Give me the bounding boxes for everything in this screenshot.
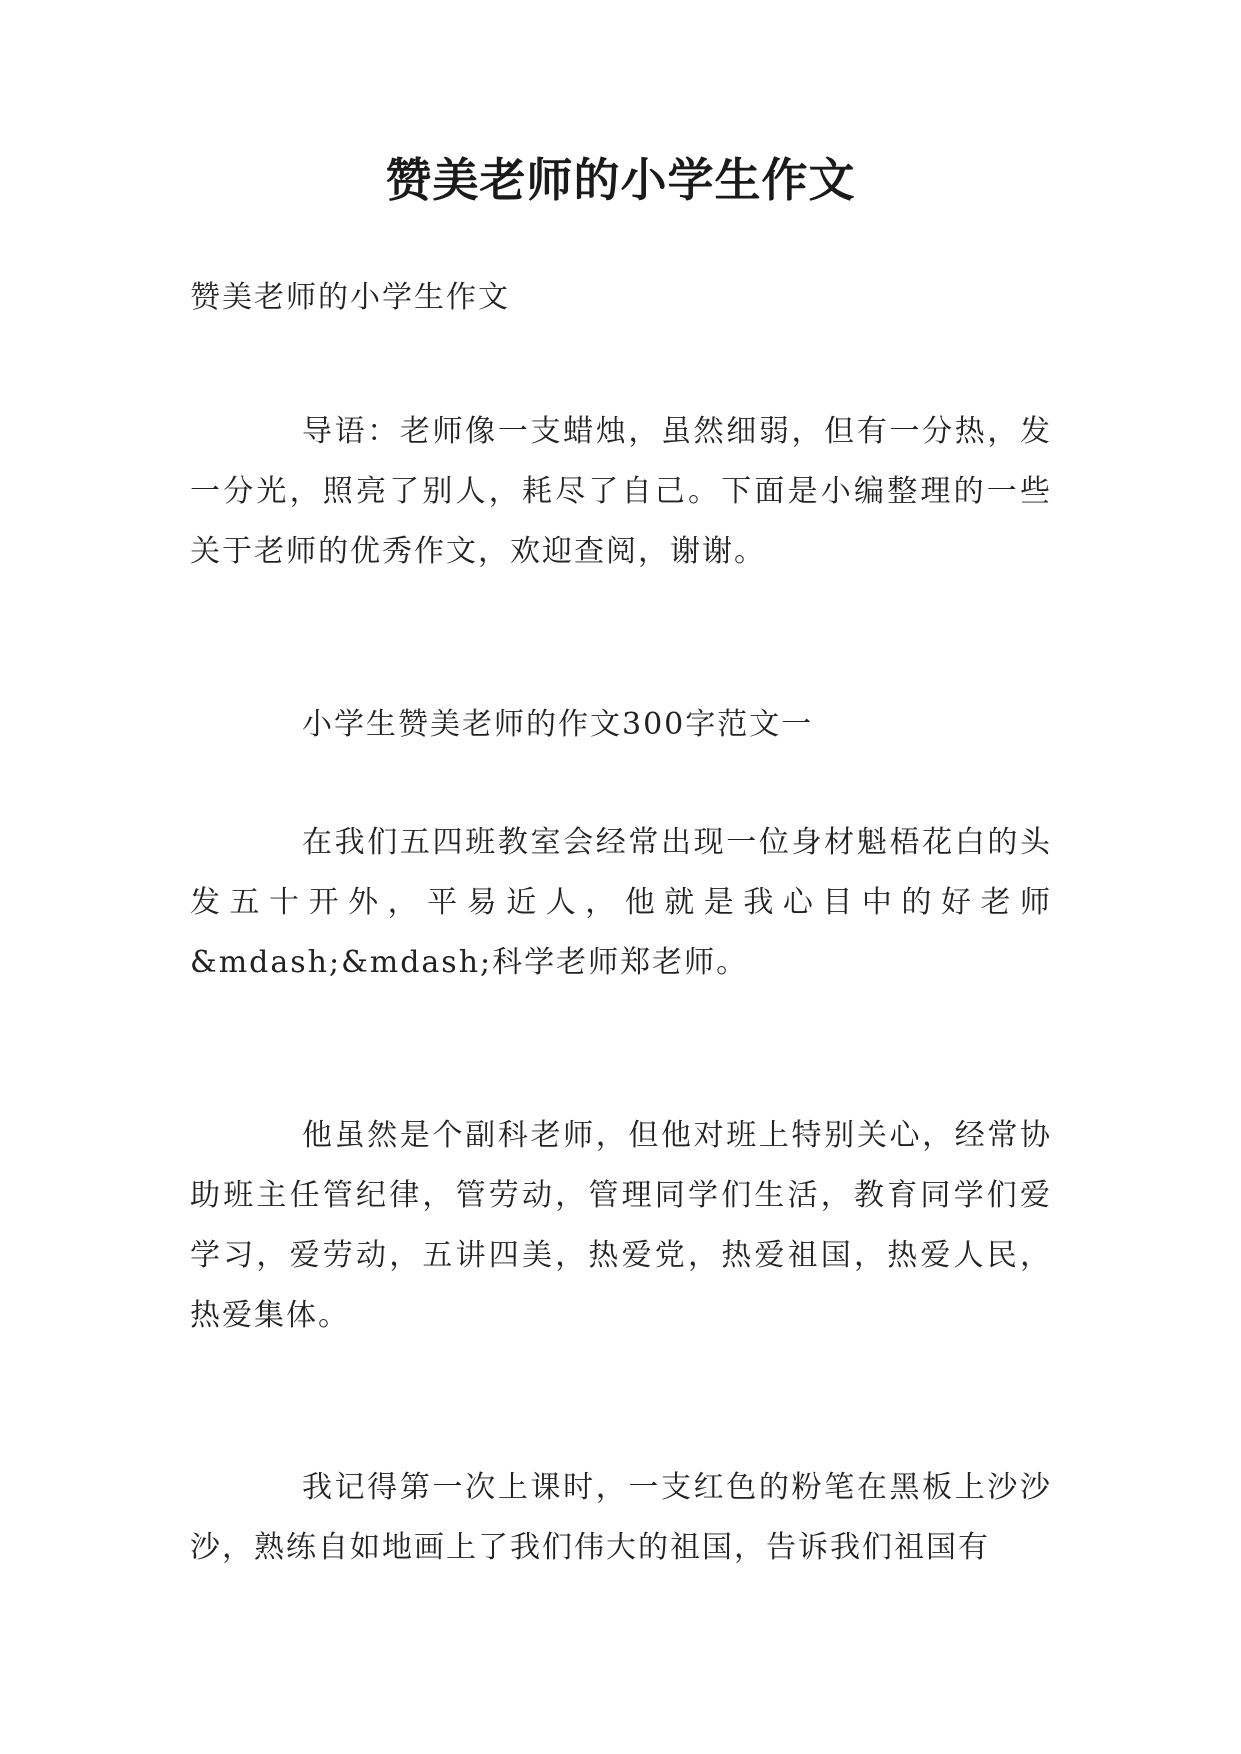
section-heading: 小学生赞美老师的作文300字范文一	[302, 707, 814, 742]
document-subtitle: 赞美老师的小学生作文	[190, 280, 510, 315]
paragraph-2: 他虽然是个副科老师，但他对班上特别关心，经常协助班主任管纪律，管劳动，管理同学们生活，教育同学们爱学习，爱劳动，五讲四美，热爱党，热爱祖国，热爱人民，热爱集体。	[190, 1118, 1052, 1333]
document-title: 赞美老师的小学生作文	[385, 153, 856, 207]
paragraph-intro: 导语：老师像一支蜡烛，虽然细弱，但有一分热，发一分光，照亮了别人，耗尽了自己。下面是小编整理的一些关于老师的优秀作文，欢迎查阅，谢谢。	[190, 414, 1052, 569]
paragraph-1: 在我们五四班教室会经常出现一位身材魁梧花白的头发五十开外，平易近人，他就是我心目中的好老师&mdash;&mdash;科学老师郑老师。	[190, 825, 1052, 980]
paragraph-3: 我记得第一次上课时，一支红色的粉笔在黑板上沙沙沙，熟练自如地画上了我们伟大的祖国，告诉我们祖国有	[190, 1470, 1052, 1565]
